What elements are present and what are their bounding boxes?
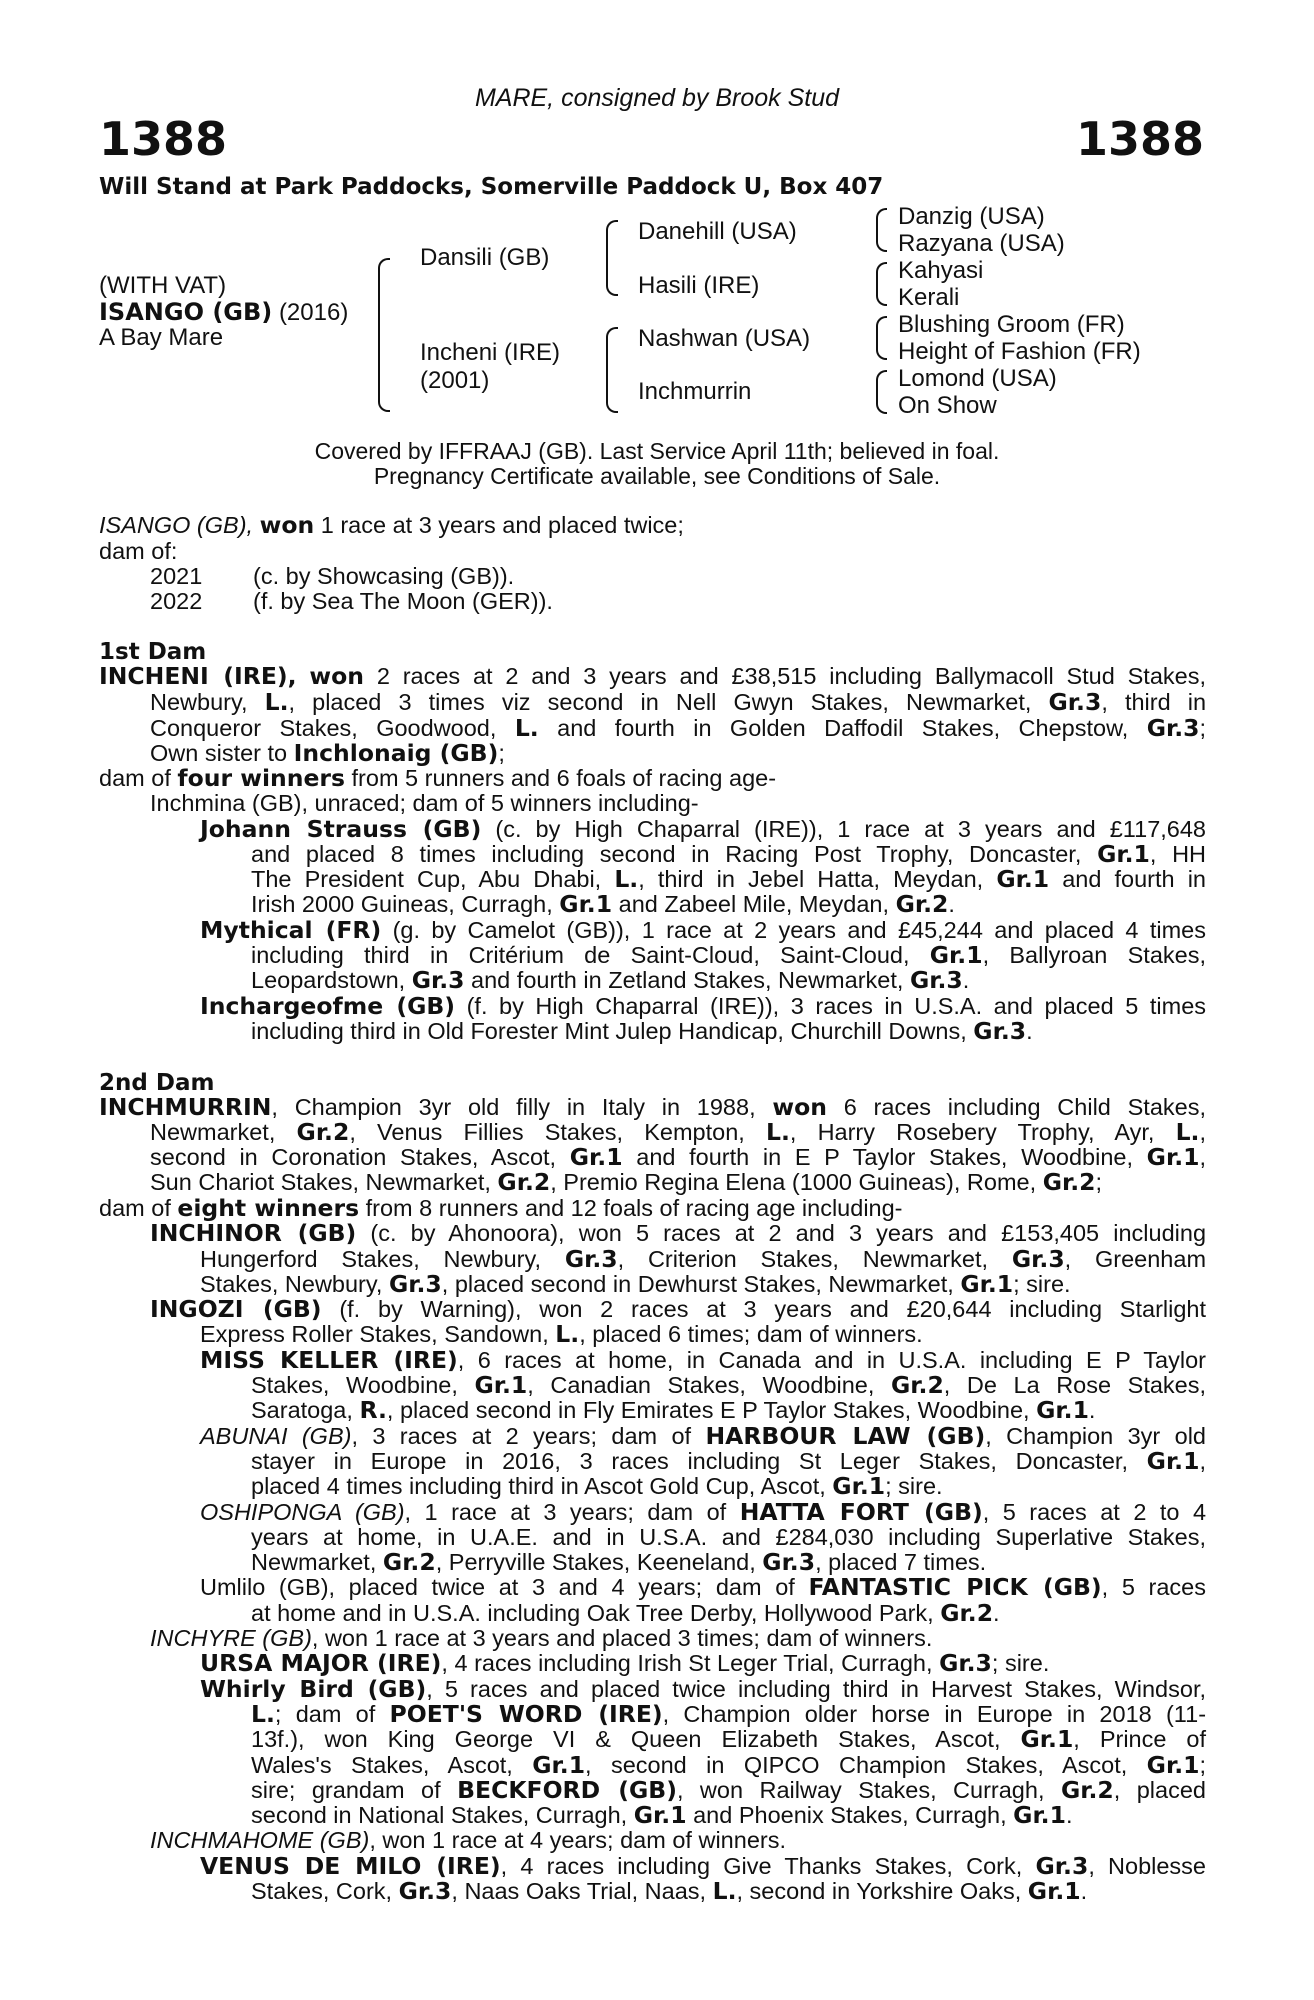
horse-line bbox=[99, 298, 348, 327]
brace-gen2-bottom bbox=[606, 327, 618, 413]
dam1-line: including third in Old Forester Mint Julep Handicap, Churchill Downs, Gr.3. bbox=[251, 1017, 1033, 1045]
brace-gen3-1 bbox=[876, 208, 887, 252]
dam2-line: second in Coronation Stakes, Ascot, Gr.1 and fourth in E P Taylor Stakes, Woodbine, Gr.1, bbox=[150, 1143, 1207, 1171]
foal-text-1: (c. by Showcasing (GB)). bbox=[253, 563, 515, 589]
covering-line-1: Covered by IFFRAAJ (GB). Last Service April 11th; believed in foal. bbox=[314, 438, 1000, 464]
foal-text-2: (f. by Sea The Moon (GER)). bbox=[253, 588, 553, 614]
dam2-line: Express Roller Stakes, Sandown, L., placed 6 times; dam of winners. bbox=[200, 1320, 923, 1348]
dam-dam: Inchmurrin bbox=[638, 378, 752, 405]
dam2-line: INCHINOR (GB) (c. by Ahonoora), won 5 races at 2 and 3 years and £153,405 including bbox=[150, 1219, 1207, 1247]
dam1-line: including third in Critérium de Saint-Cloud, Saint-Cloud, Gr.1, Ballyroan Stakes, bbox=[251, 941, 1206, 969]
dam1-line: INCHENI (IRE), won 2 races at 2 and 3 years and £38,515 including Ballymacoll Stud Stakes, bbox=[99, 662, 1207, 690]
dam2-line: Whirly Bird (GB), 5 races and placed twice including third in Harvest Stakes, Windsor, bbox=[200, 1675, 1206, 1703]
foal-year-2: 2022 bbox=[150, 588, 203, 614]
consignor-line: MARE, consigned by Brook Stud bbox=[474, 84, 840, 112]
g4-7: Lomond (USA) bbox=[898, 365, 1057, 392]
dam1-line: Conqueror Stakes, Goodwood, L. and fourth in Golden Daffodil Stakes, Chepstow, Gr.3; bbox=[150, 714, 1207, 742]
second-dam-heading: 2nd Dam bbox=[99, 1070, 215, 1096]
horse-name: ISANGO (GB) bbox=[99, 298, 273, 326]
g4-4: Kerali bbox=[898, 284, 960, 311]
dam1-line: Inchargeofme (GB) (f. by High Chaparral (IRE)), 3 races in U.S.A. and placed 5 times bbox=[200, 992, 1207, 1020]
dam1-line: The President Cup, Abu Dhabi, L., third in Jebel Hatta, Meydan, Gr.1 and fourth in bbox=[251, 865, 1206, 893]
dam2-line: Saratoga, R., placed second in Fly Emirates E P Taylor Stakes, Woodbine, Gr.1. bbox=[251, 1396, 1096, 1424]
dam1-line: Own sister to Inchlonaig (GB); bbox=[150, 739, 505, 767]
covering-line-2: Pregnancy Certificate available, see Conditions of Sale. bbox=[373, 463, 941, 489]
brace-gen2-top bbox=[606, 220, 618, 296]
dam2-line: Hungerford Stakes, Newbury, Gr.3, Criterion Stakes, Newmarket, Gr.3, Greenham bbox=[200, 1245, 1207, 1273]
dam2-line: VENUS DE MILO (IRE), 4 races including Give Thanks Stakes, Cork, Gr.3, Noblesse bbox=[200, 1852, 1207, 1880]
foal-year-1: 2021 bbox=[150, 563, 203, 589]
dam2-line: at home and in U.S.A. including Oak Tree Derby, Hollywood Park, Gr.2. bbox=[251, 1599, 1000, 1627]
vat-label: (WITH VAT) bbox=[99, 272, 227, 299]
dam1-line: dam of four winners from 5 runners and 6 foals of racing age- bbox=[99, 764, 777, 792]
dam2-line: Stakes, Cork, Gr.3, Naas Oaks Trial, Naas, L., second in Yorkshire Oaks, Gr.1. bbox=[251, 1877, 1088, 1905]
dam1-line: Johann Strauss (GB) (c. by High Chaparral (IRE)), 1 race at 3 years and £117,648 bbox=[200, 815, 1206, 843]
dam2-line: Newmarket, Gr.2, Venus Fillies Stakes, Kempton, L., Harry Rosebery Trophy, Ayr, L., bbox=[150, 1118, 1207, 1146]
dam: Incheni (IRE) bbox=[420, 339, 561, 366]
dam2-line: INGOZI (GB) (f. by Warning), won 2 races at 3 years and £20,644 including Starlight bbox=[150, 1295, 1207, 1323]
dam2-line: Newmarket, Gr.2, Perryville Stakes, Keeneland, Gr.3, placed 7 times. bbox=[251, 1548, 987, 1576]
dam1-line: Mythical (FR) (g. by Camelot (GB)), 1 race at 2 years and £45,244 and placed 4 times bbox=[200, 916, 1206, 944]
horse-year: (2016) bbox=[278, 299, 349, 326]
dam-year: (2001) bbox=[420, 367, 490, 394]
sire-dam: Hasili (IRE) bbox=[638, 272, 760, 299]
g4-8: On Show bbox=[898, 392, 997, 419]
dam-sire: Nashwan (USA) bbox=[638, 325, 811, 352]
stand-location: Will Stand at Park Paddocks, Somerville Paddock U, Box 407 bbox=[99, 174, 884, 200]
dam2-line: INCHMAHOME (GB), won 1 race at 4 years; dam of winners. bbox=[150, 1827, 786, 1853]
dam2-line: OSHIPONGA (GB), 1 race at 3 years; dam of HATTA FORT (GB), 5 races at 2 to 4 bbox=[200, 1498, 1207, 1526]
first-dam-heading: 1st Dam bbox=[99, 639, 207, 665]
g4-6: Height of Fashion (FR) bbox=[898, 338, 1141, 365]
dam2-line: Umlilo (GB), placed twice at 3 and 4 years; dam of FANTASTIC PICK (GB), 5 races bbox=[200, 1573, 1207, 1601]
g4-2: Razyana (USA) bbox=[898, 230, 1065, 257]
brace-gen1 bbox=[378, 258, 390, 412]
intro-won: won bbox=[259, 511, 315, 539]
g4-5: Blushing Groom (FR) bbox=[898, 311, 1125, 338]
dam2-line: Stakes, Woodbine, Gr.1, Canadian Stakes, Woodbine, Gr.2, De La Rose Stakes, bbox=[251, 1371, 1207, 1399]
brace-gen3-4 bbox=[876, 370, 887, 414]
dam2-line: 13f.), won King George VI & Queen Elizabeth Stakes, Ascot, Gr.1, Prince of bbox=[251, 1725, 1207, 1753]
dam2-line: years at home, in U.A.E. and in U.S.A. and £284,030 including Superlative Stakes, bbox=[251, 1524, 1206, 1550]
intro-line bbox=[99, 513, 684, 539]
intro-rest: 1 race at 3 years and placed twice; bbox=[320, 512, 684, 538]
dam2-line: Stakes, Newbury, Gr.3, placed second in Dewhurst Stakes, Newmarket, Gr.1; sire. bbox=[200, 1270, 1071, 1298]
dam2-line: Sun Chariot Stakes, Newmarket, Gr.2, Premio Regina Elena (1000 Guineas), Rome, Gr.2; bbox=[150, 1168, 1103, 1196]
g4-3: Kahyasi bbox=[898, 257, 984, 284]
intro-dam-of: dam of: bbox=[99, 538, 178, 564]
dam2-line: Wales's Stakes, Ascot, Gr.1, second in QIPCO Champion Stakes, Ascot, Gr.1; bbox=[251, 1751, 1207, 1779]
dam2-line: second in National Stakes, Curragh, Gr.1 and Phoenix Stakes, Curragh, Gr.1. bbox=[251, 1801, 1073, 1829]
dam1-line: Irish 2000 Guineas, Curragh, Gr.1 and Zabeel Mile, Meydan, Gr.2. bbox=[251, 890, 955, 918]
dam2-line: stayer in Europe in 2016, 3 races including St Leger Stakes, Doncaster, Gr.1, bbox=[251, 1447, 1206, 1475]
dam2-line: L.; dam of POET'S WORD (IRE), Champion older horse in Europe in 2018 (11- bbox=[251, 1700, 1207, 1728]
dam2-line: INCHMURRIN, Champion 3yr old filly in Italy in 1988, won 6 races including Child Stakes, bbox=[99, 1093, 1206, 1121]
dam2-line: URSA MAJOR (IRE), 4 races including Irish St Leger Trial, Curragh, Gr.3; sire. bbox=[200, 1649, 1050, 1677]
intro-horse-name: ISANGO (GB), bbox=[99, 512, 254, 538]
dam1-line: Leopardstown, Gr.3 and fourth in Zetland Stakes, Newmarket, Gr.3. bbox=[251, 966, 970, 994]
dam2-line: dam of eight winners from 8 runners and 12 foals of racing age including- bbox=[99, 1194, 903, 1222]
dam1-line: Inchmina (GB), unraced; dam of 5 winners including- bbox=[150, 790, 699, 816]
brace-gen3-3 bbox=[876, 316, 887, 360]
dam2-line: INCHYRE (GB), won 1 race at 3 years and placed 3 times; dam of winners. bbox=[150, 1625, 933, 1651]
dam1-line: and placed 8 times including second in Racing Post Trophy, Doncaster, Gr.1, HH bbox=[251, 840, 1207, 868]
lot-number-left: 1388 bbox=[99, 112, 228, 166]
dam2-line: sire; grandam of BECKFORD (GB), won Railway Stakes, Curragh, Gr.2, placed bbox=[251, 1776, 1206, 1804]
sire: Dansili (GB) bbox=[420, 244, 550, 271]
sire-sire: Danehill (USA) bbox=[638, 218, 797, 245]
horse-description: A Bay Mare bbox=[99, 324, 224, 351]
dam2-line: ABUNAI (GB), 3 races at 2 years; dam of HARBOUR LAW (GB), Champion 3yr old bbox=[200, 1422, 1206, 1450]
g4-1: Danzig (USA) bbox=[898, 203, 1045, 230]
dam2-line: MISS KELLER (IRE), 6 races at home, in Canada and in U.S.A. including E P Taylor bbox=[200, 1346, 1206, 1374]
lot-number-right: 1388 bbox=[1075, 112, 1204, 166]
brace-gen3-2 bbox=[876, 262, 887, 306]
dam2-line: placed 4 times including third in Ascot Gold Cup, Ascot, Gr.1; sire. bbox=[251, 1472, 943, 1500]
dam1-line: Newbury, L., placed 3 times viz second in Nell Gwyn Stakes, Newmarket, Gr.3, third in bbox=[150, 688, 1207, 716]
